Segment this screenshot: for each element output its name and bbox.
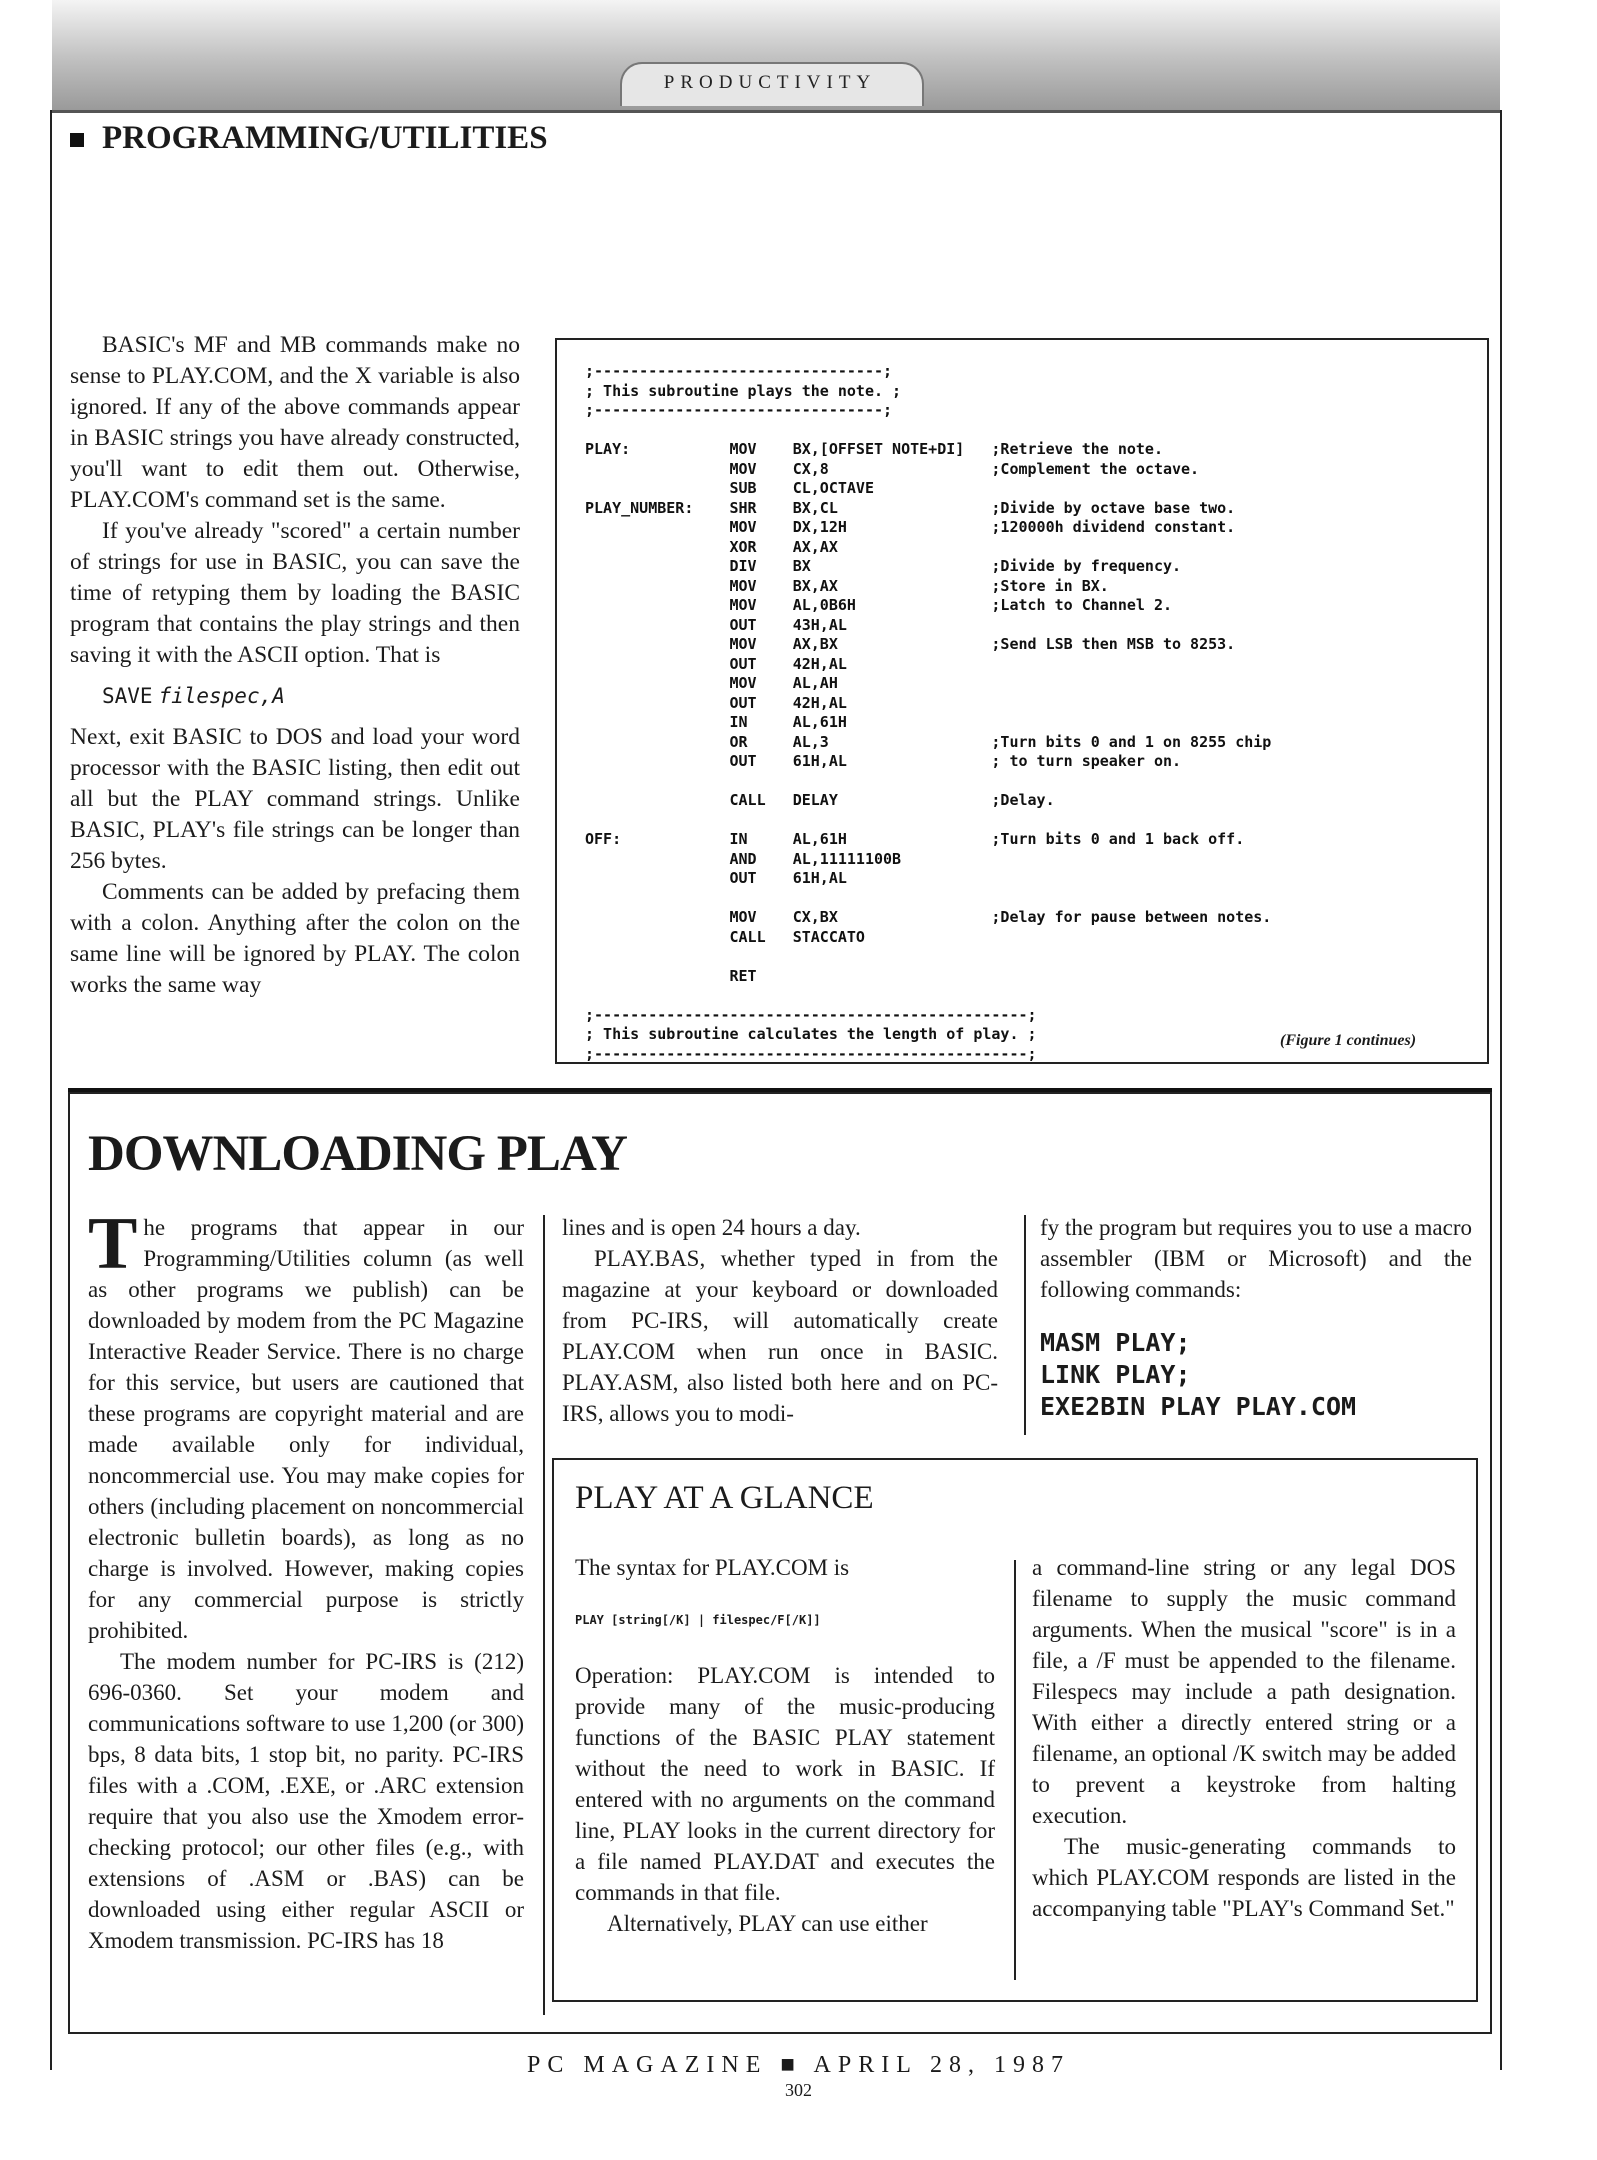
listing-line: OFF: IN AL,61H ;Turn bits 0 and 1 back off.: [585, 830, 1245, 848]
listing-line: PLAY: MOV BX,[OFFSET NOTE+DI] ;Retrieve the note.: [585, 440, 1163, 458]
syntax-line: PLAY [string[/K] | filespec/F[/K]]: [575, 1613, 821, 1627]
listing-line: OUT 61H,AL ; to turn speaker on.: [585, 752, 1182, 770]
glance-left-col: [575, 1552, 995, 1939]
listing-line: MOV AL,AH: [585, 674, 838, 692]
paragraph: The syntax for PLAY.COM is: [575, 1555, 850, 1580]
listing-line: OUT 43H,AL: [585, 615, 847, 634]
drop-cap: T: [88, 1203, 138, 1285]
listing-line: RET: [585, 966, 757, 985]
paragraph: Alternatively, PLAY can use either: [607, 1911, 928, 1936]
bullet-square-icon: [70, 133, 84, 147]
listing-line: ;------------------------------------------------;: [585, 1005, 1037, 1024]
paragraph: If you've already "scored" a certain number of strings for use in BASIC, you can save the time of retyping them by loading the BASIC program that contains the play strings and then saving it with the ASCII option. That is: [70, 518, 520, 668]
listing-line: ;------------------------------------------------;: [585, 1044, 1037, 1063]
listing-line: XOR AX,AX: [585, 537, 838, 556]
paragraph: a command-line string or any legal DOS filename to supply the music command arguments. When the musical "score" is in a file, a /F must be appended to the filename. Filespecs may include a path designation. With either a directly entered string or a filename, an optional /K switch may be added to prevent a keystroke from halting execution.: [1032, 1555, 1456, 1828]
listing-line: IN AL,61H: [585, 713, 847, 731]
listing-line: OUT 61H,AL: [585, 869, 847, 887]
column-title: PROGRAMMING/UTILITIES: [70, 120, 548, 157]
command-line: LINK PLAY;: [1040, 1360, 1191, 1389]
listing-line: ; This subroutine plays the note. ;: [585, 381, 902, 400]
listing-line: [585, 772, 1271, 792]
listing-line: [585, 811, 1271, 831]
listing-line: MOV CX,BX ;Delay for pause between notes.: [585, 908, 1272, 926]
listing-line: PLAY_NUMBER: SHR BX,CL ;Divide by octave base two.: [585, 498, 1236, 517]
paragraph: BASIC's MF and MB commands make no sense to PLAY.COM, and the X variable is also ignored. If any of the above commands appear in BASIC strings you have already constructed, you'll want to edit them out. Otherwise, PLAY.COM's command set is the same.: [70, 332, 520, 513]
command-line: MASM PLAY;: [1040, 1328, 1191, 1357]
download-col-1: [88, 1203, 524, 1956]
paragraph: Comments can be added by prefacing them with a colon. Anything after the colon on the same line will be ignored by PLAY. The colon works the same way: [70, 879, 520, 998]
listing-line: [585, 986, 1271, 1006]
paragraph: The music-generating commands to which PLAY.COM responds are listed in the accompanying table "PLAY's Command Set.": [1032, 1834, 1456, 1921]
listing-line: [585, 947, 1271, 967]
listing-line: [585, 421, 1271, 441]
column-divider: [1014, 1560, 1016, 1980]
command-line: EXE2BIN PLAY PLAY.COM: [1040, 1392, 1357, 1421]
glance-title: PLAY AT A GLANCE: [575, 1480, 874, 1516]
page-number: 302: [785, 2080, 812, 2100]
column-divider: [543, 1215, 545, 2015]
listing-line: ;--------------------------------;: [585, 401, 893, 419]
left-column: [70, 330, 520, 1001]
left-rule: [50, 110, 52, 2070]
listing-line: [585, 889, 1271, 909]
right-rule: [1500, 110, 1502, 2070]
listing-line: ;--------------------------------;: [585, 362, 893, 380]
assembly-listing: [585, 362, 1271, 1064]
downloading-title: DOWNLOADING PLAY: [88, 1126, 627, 1182]
listing-line: OUT 42H,AL: [585, 654, 847, 673]
paragraph: Operation: PLAY.COM is intended to provide many of the music-producing functions of the BASIC PLAY statement without the need to work in BASIC. If entered with no arguments on the command line, PLAY looks in the current directory for a file named PLAY.DAT and executes the commands in that file.: [575, 1663, 995, 1905]
listing-line: CALL STACCATO: [585, 927, 865, 946]
listing-line: SUB CL,OCTAVE: [585, 479, 874, 497]
listing-line: MOV AL,0B6H ;Latch to Channel 2.: [585, 596, 1172, 614]
listing-line: AND AL,11111100B: [585, 849, 902, 868]
listing-line: ; This subroutine calculates the length of play. ;: [585, 1025, 1037, 1043]
paragraph: Next, exit BASIC to DOS and load your word processor with the BASIC listing, then edit out all but the PLAY command strings. Unlike BASIC, PLAY's file strings can be longer than 256 bytes.: [70, 724, 520, 874]
command-list: [1040, 1327, 1472, 1423]
download-col-2: [562, 1212, 998, 1429]
footer-magazine: PC MAGAZINE ■ APRIL 28, 1987: [527, 2052, 1070, 2078]
paragraph: he programs that appear in our Programming/Utilities column (as well as other programs we publish) can be downloaded by modem from the PC Magazine Interactive Reader Service. There is no charge for this service, but users are cautioned that these programs are copyright material and are made available only for individual, noncommercial use. You may make copies for others (including placement on noncommercial electronic bulletin boards), as long as no charge is involved. However, making copies for any commercial purpose is strictly prohibited.: [88, 1215, 524, 1643]
column-divider: [1024, 1215, 1026, 1435]
paragraph: fy the program but requires you to use a macro assembler (IBM or Microsoft) and the following commands:: [1040, 1215, 1472, 1302]
save-command: SAVE filespec,A: [102, 684, 285, 708]
paragraph: The modem number for PC-IRS is (212) 696-0360. Set your modem and communications software to use 1,200 (or 300) bps, 8 data bits, 1 stop bit, no parity. PC-IRS files with a .COM, .EXE, or .ARC extension require that you also use the Xmodem error-checking protocol; our other files (e.g., with extensions of .ASM or .BAS) can be downloaded using either regular ASCII or Xmodem transmission. PC-IRS has 18: [88, 1649, 524, 1953]
glance-right-col: [1032, 1552, 1456, 1924]
listing-line: OUT 42H,AL: [585, 693, 847, 712]
paragraph: lines and is open 24 hours a day.: [562, 1215, 861, 1240]
section-label: PRODUCTIVITY: [663, 72, 877, 93]
listing-line: MOV DX,12H ;120000h dividend constant.: [585, 518, 1236, 536]
listing-line: MOV BX,AX ;Store in BX.: [585, 576, 1109, 595]
figure-continues-note: (Figure 1 continues): [1280, 1032, 1417, 1049]
listing-line: DIV BX ;Divide by frequency.: [585, 557, 1182, 575]
listing-line: MOV AX,BX ;Send LSB then MSB to 8253.: [585, 635, 1236, 653]
paragraph: PLAY.BAS, whether typed in from the magazine at your keyboard or downloaded from PC-IRS, will automatically create PLAY.COM when run once in BASIC. PLAY.ASM, also listed both here and on PC-IRS, allows you to modi-: [562, 1246, 998, 1426]
listing-line: OR AL,3 ;Turn bits 0 and 1 on 8255 chip: [585, 732, 1272, 751]
listing-line: MOV CX,8 ;Complement the octave.: [585, 459, 1200, 478]
download-col-3: [1040, 1212, 1472, 1423]
listing-line: CALL DELAY ;Delay.: [585, 791, 1055, 809]
